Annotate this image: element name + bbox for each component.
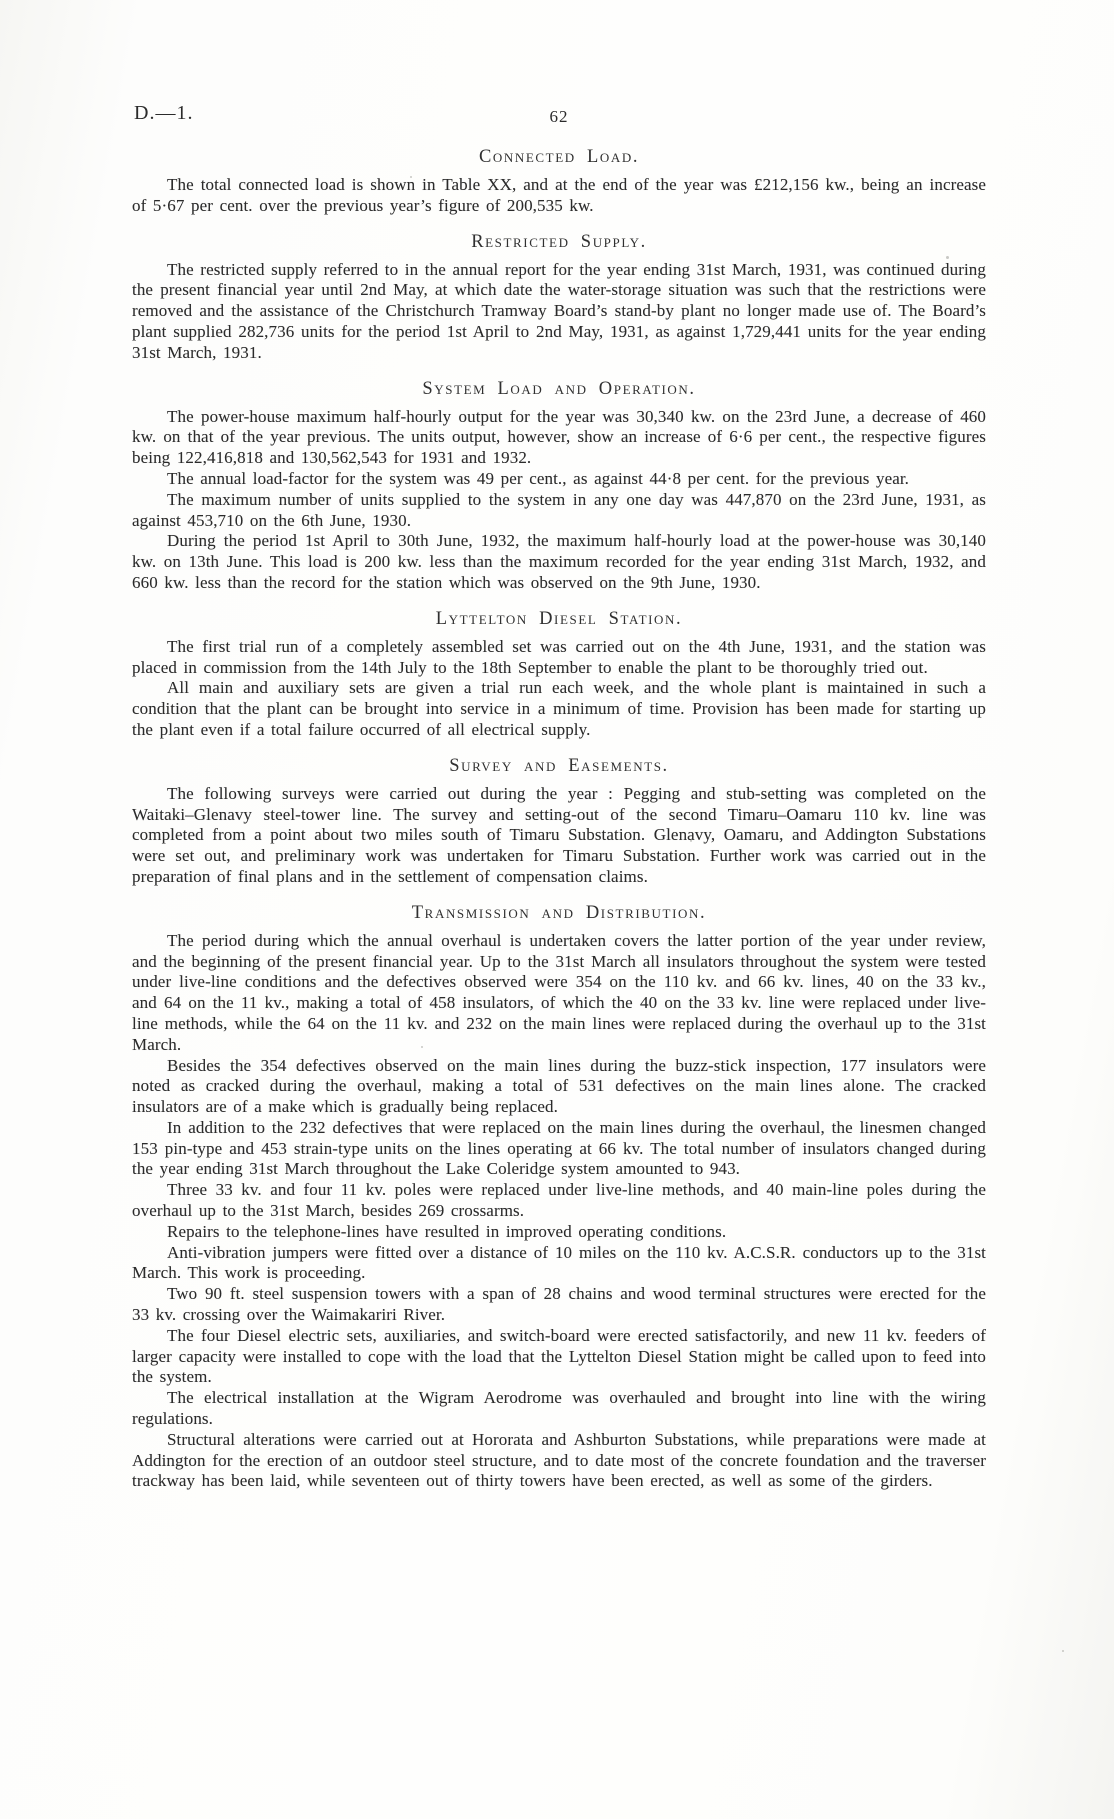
page-content	[132, 96, 986, 1492]
paragraph: Repairs to the telephone-lines have resulted in improved operating conditions.	[167, 1221, 727, 1241]
section-heading-system-load: System Load and Operation.	[422, 378, 696, 399]
paragraph: The annual load-factor for the system was 49 per cent., as against 44·8 per cent. for the previous year.	[167, 468, 910, 488]
page-number: 62	[549, 107, 569, 126]
paragraph: Anti-vibration jumpers were fitted over a distance of 10 miles on the 110 kv. A.C.S.R. conductors up to the 31st March. This work is proceeding.	[132, 1242, 986, 1283]
paragraph: All main and auxiliary sets are given a trial run each week, and the whole plant is maintained in such a condition that the plant can be brought into service in a minimum of time. Provision has been made for starting up the plant even if a total failure occurred of all electrical supply.	[132, 678, 986, 739]
section-survey-and-easements	[132, 756, 986, 888]
paragraph: Besides the 354 defectives observed on the main lines during the buzz-stick inspection, 177 insulators were noted as cracked during the overhaul, making a total of 531 defectives on the main lines alone. The cracked insulators are of a make which is gradually being replaced.	[132, 1055, 986, 1117]
section-heading-survey: Survey and Easements.	[449, 755, 669, 776]
section-heading-restricted-supply: Restricted Supply.	[471, 231, 647, 252]
paragraph: The restricted supply referred to in the annual report for the year ending 31st March, 1931, was continued during the present financial year until 2nd May, at which date the water-storage situation was such that the restrictions were removed and the assistance of the Christchurch Tramway Board’s stand-by plant no longer made use of. The Board’s plant supplied 282,736 units for the period 1st April to 2nd May, 1931, as against 1,729,441 units for the year ending 31st March, 1931.	[132, 259, 986, 362]
section-system-load-and-operation	[132, 379, 986, 594]
paragraph: The power-house maximum half-hourly output for the year was 30,340 kw. on the 23rd June, a decrease of 460 kw. on that of the year previous. The units output, however, show an increase of 6·6 per cent., the respective figures being 122,416,818 and 130,562,543 for 1931 and 1932.	[132, 406, 986, 468]
page-header	[132, 96, 986, 138]
section-connected-load	[132, 147, 986, 217]
paragraph: The period during which the annual overhaul is undertaken covers the latter portion of the year under review, and the beginning of the present financial year. Up to the 31st March all insulators throughout the system were tested under live-line conditions and the defectives observed were 354 on the 110 kv. and 66 kv. lines, 40 on the 33 kv., and 64 on the 11 kv., making a total of 458 insulators, of which the 40 on the 33 kv. line were replaced under live-line methods, while the 64 on the 11 kv. and 232 on the main lines were replaced during the overhaul up to the 31st March.	[132, 930, 986, 1054]
section-restricted-supply	[132, 232, 986, 364]
paragraph: The electrical installation at the Wigram Aerodrome was overhauled and brought into line with the wiring regulations.	[132, 1388, 986, 1429]
paragraph: The four Diesel electric sets, auxiliaries, and switch-board were erected satisfactorily, and new 11 kv. feeders of larger capacity were installed to cope with the load that the Lyttelton Diesel Station might be called upon to feed into the system.	[132, 1325, 986, 1387]
section-heading-lyttelton: Lyttelton Diesel Station.	[435, 608, 683, 629]
paragraph: Two 90 ft. steel suspension towers with a span of 28 chains and wood terminal structures were erected for the 33 kv. crossing over the Waimakariri River.	[132, 1284, 986, 1325]
paragraph: In addition to the 232 defectives that were replaced on the main lines during the overhaul, the linesmen changed 153 pin-type and 453 strain-type units on the lines operating at 66 kv. The total number of insulators changed during the year ending 31st March throughout the Lake Coleridge system amounted to 943.	[132, 1117, 986, 1179]
document-reference: D.—1.	[134, 102, 194, 124]
paragraph: The total connected load is shown in Table XX, and at the end of the year was £212,156 kw., being an increase of 5·67 per cent. over the previous year’s figure of 200,535 kw.	[132, 175, 986, 215]
scan-speck	[1062, 1650, 1064, 1652]
section-heading-connected-load: Connected Load.	[478, 147, 640, 167]
paragraph: Structural alterations were carried out at Hororata and Ashburton Substations, while preparations were made at Addington for the erection of an outdoor steel structure, and to date most of the concrete foundation and the traverser trackway has been laid, while seventeen out of thirty towers have been erected, as well as some of the girders.	[132, 1429, 986, 1491]
section-transmission-and-distribution	[132, 903, 986, 1493]
paragraph: During the period 1st April to 30th June, 1932, the maximum half-hourly load at the power-house was 30,140 kw. on 13th June. This load is 200 kw. less than the maximum recorded for the year ending 31st March, 1932, and 660 kw. less than the record for the station which was observed on the 9th June, 1930.	[132, 531, 986, 592]
paragraph: Three 33 kv. and four 11 kv. poles were replaced under live-line methods, and 40 main-line poles during the overhaul up to the 31st March, besides 269 crossarms.	[132, 1180, 986, 1221]
paragraph: The first trial run of a completely assembled set was carried out on the 4th June, 1931, and the station was placed in commission from the 14th July to the 18th September to enable the plant to be thoroughly tried out.	[132, 636, 986, 677]
section-lyttelton-diesel-station	[132, 609, 986, 741]
paragraph: The maximum number of units supplied to the system in any one day was 447,870 on the 23rd June, 1931, as against 453,710 on the 6th June, 1930.	[132, 489, 986, 530]
paragraph: The following surveys were carried out during the year : Pegging and stub-setting was completed on the Waitaki–Glenavy steel-tower line. The survey and setting-out of the second Timaru–Oamaru 110 kv. line was completed from a point about two miles south of Timaru Substation. Glenavy, Oamaru, and Addington Substations were set out, and preliminary work was undertaken for Timaru Substation. Further work was carried out in the preparation of final plans and in the settlement of compensation claims.	[132, 783, 986, 886]
section-heading-transmission: Transmission and Distribution.	[411, 902, 707, 923]
